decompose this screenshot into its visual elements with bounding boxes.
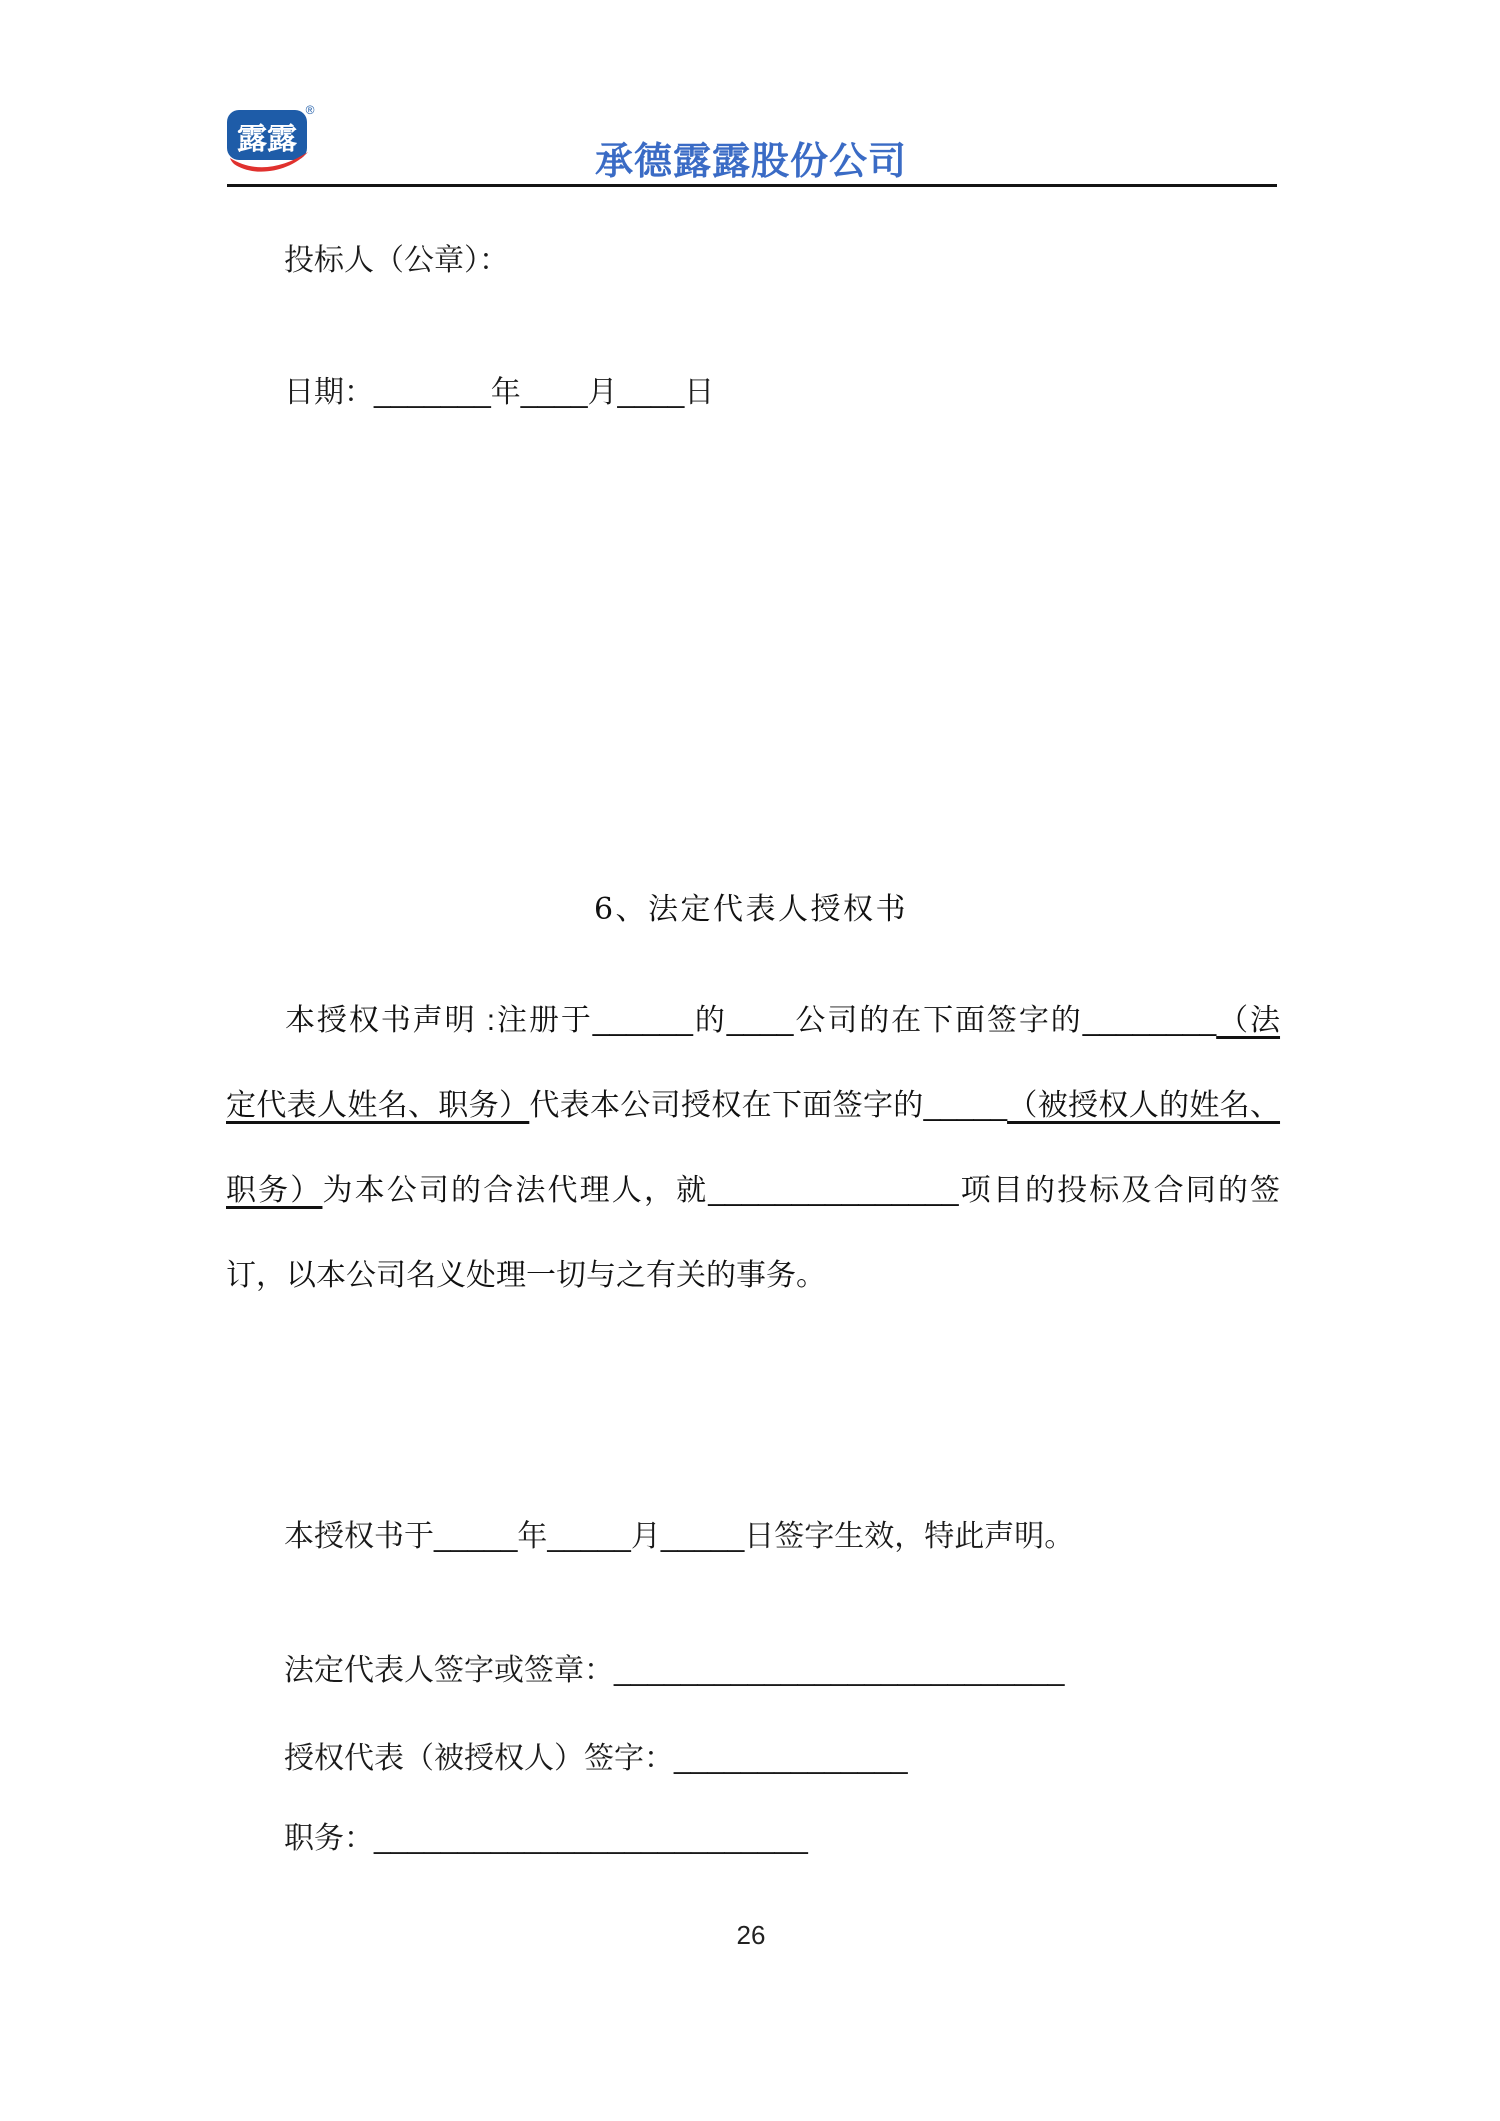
text-segment: ______ <box>592 1004 693 1037</box>
paragraph-line <box>226 1148 1280 1233</box>
position-title-line: 职务：__________________________ <box>284 1822 808 1855</box>
paragraph-line <box>226 978 1280 1063</box>
registered-trademark-icon: ® <box>305 103 315 117</box>
header-rule <box>227 184 1277 187</box>
text-segment: 的 <box>692 1004 727 1037</box>
legal-representative-signature-line: 法定代表人签字或签章：___________________________ <box>284 1654 1065 1687</box>
underlined-text-segment: 职务） <box>226 1174 323 1207</box>
authorized-representative-signature-line: 授权代表（被授权人）签字：______________ <box>284 1742 908 1775</box>
text-segment: ____ <box>726 1004 794 1037</box>
paragraph-line <box>226 1063 1280 1148</box>
logo-characters: 露露 <box>237 123 297 156</box>
underlined-text-segment: （被授权人的姓名、 <box>1007 1089 1281 1122</box>
underlined-text-segment: （法 <box>1216 1004 1281 1037</box>
text-segment: _____ <box>923 1089 1008 1122</box>
bidder-seal-line: 投标人（公章）： <box>284 244 509 277</box>
effective-date-line: 本授权书于_____年_____月_____日签字生效，特此声明。 <box>284 1520 1075 1553</box>
text-segment: 为本公司的合法代理人，就 <box>322 1174 709 1207</box>
paragraph-line <box>226 1233 1280 1318</box>
section-title: 6、法定代表人授权书 <box>593 892 909 927</box>
text-segment: 订，以本公司名义处理一切与之有关的事务。 <box>226 1259 826 1292</box>
text-segment: 代表本公司授权在下面签字的 <box>529 1089 924 1122</box>
authorization-paragraph <box>226 978 1280 1318</box>
text-segment: ________ <box>1082 1004 1217 1037</box>
page-number: 26 <box>736 1920 766 1950</box>
company-name: 承德露露股份公司 <box>594 141 907 183</box>
text-segment: 项目的投标及合同的签 <box>958 1174 1281 1207</box>
text-segment: _______________ <box>708 1174 959 1207</box>
text-segment: 公司的在下面签字的 <box>793 1004 1083 1037</box>
date-blank-line: 日期：_______年____月____日 <box>284 376 715 409</box>
underlined-text-segment: 定代表人姓名、职务） <box>226 1089 530 1122</box>
text-segment: 本授权书声明 :注册于 <box>285 1004 593 1037</box>
